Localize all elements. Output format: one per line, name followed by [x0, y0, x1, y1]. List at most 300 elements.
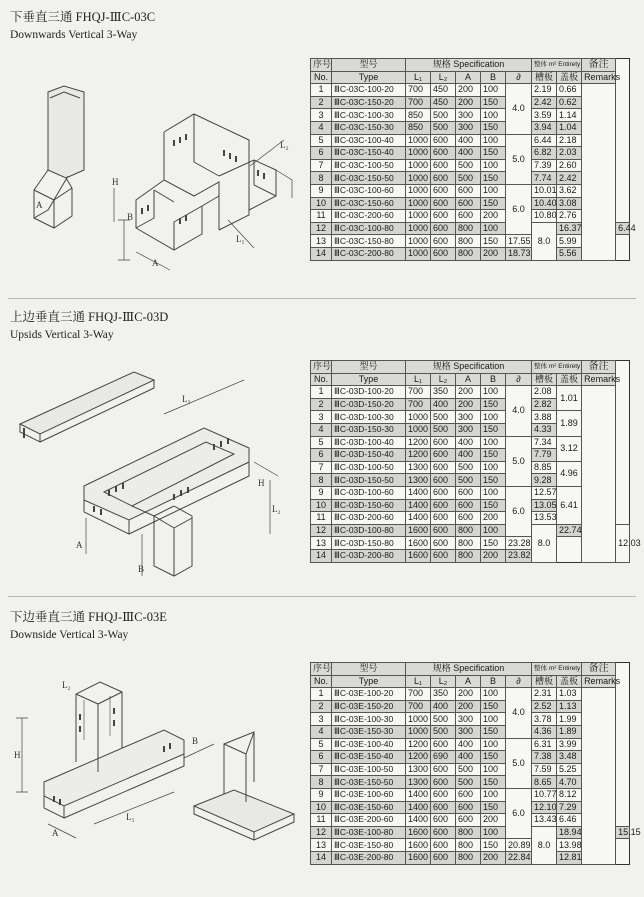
dim-label-h: H [112, 177, 119, 187]
cell-b: 150 [481, 96, 506, 109]
cell-model: ⅢC-03D-150-60 [332, 499, 406, 512]
cell-l2: 600 [431, 763, 456, 776]
cell-trough-area: 3.59 [532, 109, 557, 122]
cell-thickness: 4.0 [506, 688, 532, 738]
cell-l2: 600 [431, 449, 456, 462]
cell-cover-area: 7.29 [557, 801, 582, 814]
cell-b: 200 [481, 851, 506, 864]
cell-cover-area: 3.08 [557, 197, 582, 210]
cell-no: 9 [311, 184, 332, 197]
section-divider [8, 298, 636, 299]
dim-label-b: B [138, 564, 145, 574]
col-remarks-en: Remarks [582, 373, 616, 386]
cell-no: 5 [311, 436, 332, 449]
cell-model: ⅢC-03C-200-60 [332, 210, 406, 223]
col-cover: 盖板 [557, 675, 582, 688]
cell-l1: 1000 [406, 210, 431, 223]
cell-trough-area: 7.74 [532, 172, 557, 185]
cell-cover-area: 2.76 [557, 210, 582, 223]
cell-b: 100 [481, 222, 506, 235]
cell-thickness: 8.0 [532, 826, 557, 864]
cell-a: 400 [456, 134, 481, 147]
cell-l2: 600 [431, 436, 456, 449]
cell-l1: 1400 [406, 801, 431, 814]
cell-b: 100 [481, 461, 506, 474]
cell-a: 500 [456, 159, 481, 172]
cell-model: ⅢC-03E-150-20 [332, 700, 406, 713]
cell-no: 11 [311, 210, 332, 223]
cell-thickness: 5.0 [506, 436, 532, 486]
cell-a: 800 [456, 222, 481, 235]
cell-no: 9 [311, 486, 332, 499]
cell-no: 8 [311, 474, 332, 487]
cell-b: 200 [481, 549, 506, 562]
cell-l1: 700 [406, 398, 431, 411]
cell-no: 3 [311, 109, 332, 122]
cell-a: 500 [456, 776, 481, 789]
cell-b: 200 [481, 512, 506, 525]
cell-l1: 1600 [406, 524, 431, 537]
cell-a: 800 [456, 537, 481, 550]
dim-label-l2: L₂ [272, 504, 281, 514]
cell-a: 600 [456, 814, 481, 827]
cell-b: 100 [481, 486, 506, 499]
cell-a: 400 [456, 751, 481, 764]
cell-model: ⅢC-03E-100-50 [332, 763, 406, 776]
cell-no: 10 [311, 801, 332, 814]
cell-no: 11 [311, 512, 332, 525]
cell-a: 300 [456, 725, 481, 738]
cell-trough-area: 2.19 [532, 84, 557, 97]
cell-l2: 600 [431, 537, 456, 550]
cell-b: 100 [481, 763, 506, 776]
cell-no: 2 [311, 700, 332, 713]
cell-cover-area: 6.46 [557, 814, 582, 827]
cell-no: 6 [311, 449, 332, 462]
cell-l2: 600 [431, 147, 456, 160]
cell-l2: 600 [431, 776, 456, 789]
cell-model: ⅢC-03D-150-40 [332, 449, 406, 462]
cell-l1: 1400 [406, 499, 431, 512]
cell-trough-area: 23.82 [506, 549, 532, 562]
cell-b: 100 [481, 411, 506, 424]
cell-b: 150 [481, 172, 506, 185]
col-l2: L₂ [431, 373, 456, 386]
cell-l1: 1200 [406, 449, 431, 462]
cell-a: 400 [456, 147, 481, 160]
cell-trough-area: 3.88 [532, 411, 557, 424]
cell-cover-area: 3.99 [557, 738, 582, 751]
col-spec: 规格 Specification [406, 59, 532, 72]
cell-a: 800 [456, 851, 481, 864]
cell-a: 600 [456, 801, 481, 814]
cell-l2: 600 [431, 210, 456, 223]
cell-b: 100 [481, 386, 506, 399]
cell-a: 800 [456, 524, 481, 537]
spec-table [310, 662, 641, 865]
col-remarks-cn: 备注 [582, 361, 616, 374]
dim-label-l2: L₂ [62, 680, 71, 690]
cell-no: 7 [311, 159, 332, 172]
cell-model: ⅢC-03C-150-40 [332, 147, 406, 160]
cell-a: 600 [456, 184, 481, 197]
cell-model: ⅢC-03E-150-50 [332, 776, 406, 789]
cell-cover-area: 8.12 [557, 788, 582, 801]
cell-model: ⅢC-03C-100-30 [332, 109, 406, 122]
cell-thickness: 6.0 [506, 788, 532, 838]
cell-l2: 500 [431, 725, 456, 738]
cell-trough-area: 13.53 [532, 512, 557, 525]
dim-label-a: A [76, 540, 83, 550]
cell-b: 150 [481, 398, 506, 411]
cell-trough-area: 17.55 [506, 235, 532, 248]
cell-model: ⅢC-03E-200-80 [332, 851, 406, 864]
cell-no: 14 [311, 851, 332, 864]
cell-l2: 600 [431, 499, 456, 512]
cell-model: ⅢC-03E-150-60 [332, 801, 406, 814]
cell-no: 12 [311, 222, 332, 235]
table-row [311, 386, 630, 399]
cell-l1: 1000 [406, 423, 431, 436]
cell-a: 600 [456, 512, 481, 525]
cell-trough-area: 4.33 [532, 423, 557, 436]
cell-model: ⅢC-03E-150-40 [332, 751, 406, 764]
cell-cover-area: 6.41 [557, 486, 582, 524]
cell-b: 200 [481, 814, 506, 827]
cell-l2: 600 [431, 788, 456, 801]
cell-cover-area: 2.18 [557, 134, 582, 147]
section-title-cn: 下垂直三通 FHQJ-ⅢC-03C [10, 10, 156, 24]
col-b: B [481, 71, 506, 84]
table-row [311, 688, 630, 701]
cell-cover-area: 12.81 [557, 851, 582, 864]
cell-l1: 1000 [406, 147, 431, 160]
cell-a: 400 [456, 449, 481, 462]
cell-a: 200 [456, 688, 481, 701]
cell-cover-area: 12.03 [616, 524, 630, 562]
col-no-en: No. [311, 675, 332, 688]
cell-l1: 1600 [406, 826, 431, 839]
cell-a: 300 [456, 411, 481, 424]
spec-table-body [311, 688, 641, 864]
cell-l2: 600 [431, 814, 456, 827]
cell-l2: 450 [431, 96, 456, 109]
cell-model: ⅢC-03D-100-20 [332, 386, 406, 399]
cell-no: 12 [311, 524, 332, 537]
cell-l2: 600 [431, 461, 456, 474]
cell-b: 150 [481, 147, 506, 160]
cell-l2: 600 [431, 184, 456, 197]
cell-cover-area: 1.89 [557, 725, 582, 738]
cell-cover-area: 1.01 [557, 386, 582, 411]
dim-label-b: B [127, 212, 134, 222]
cell-l2: 600 [431, 839, 456, 852]
cell-no: 4 [311, 423, 332, 436]
cell-l2: 600 [431, 247, 456, 260]
cell-l2: 600 [431, 549, 456, 562]
cell-b: 100 [481, 788, 506, 801]
cell-thickness: 5.0 [506, 134, 532, 184]
dim-label-h: H [14, 750, 21, 760]
cell-b: 150 [481, 801, 506, 814]
cell-a: 800 [456, 549, 481, 562]
cell-a: 500 [456, 763, 481, 776]
cell-model: ⅢC-03D-100-60 [332, 486, 406, 499]
col-type-en: Type [332, 675, 406, 688]
cell-l2: 400 [431, 398, 456, 411]
cell-a: 200 [456, 84, 481, 97]
cell-thickness: 5.0 [506, 738, 532, 788]
cell-trough-area: 2.08 [532, 386, 557, 399]
cell-cover-area: 4.96 [557, 461, 582, 486]
cell-no: 8 [311, 172, 332, 185]
cell-b: 100 [481, 738, 506, 751]
cell-trough-area: 6.44 [532, 134, 557, 147]
cell-trough-area: 9.28 [532, 474, 557, 487]
cell-l1: 1400 [406, 486, 431, 499]
cell-a: 200 [456, 398, 481, 411]
cell-model: ⅢC-03C-150-80 [332, 235, 406, 248]
cell-b: 150 [481, 499, 506, 512]
cell-a: 300 [456, 109, 481, 122]
cell-cover-area: 13.98 [557, 839, 582, 852]
cell-l2: 600 [431, 172, 456, 185]
section-title-en: Downwards Vertical 3-Way [10, 29, 138, 41]
cell-l1: 1200 [406, 738, 431, 751]
cell-trough-area: 22.74 [557, 524, 582, 537]
col-type-cn: 型号 [332, 59, 406, 72]
cell-a: 300 [456, 121, 481, 134]
section-title-en: Downside Vertical 3-Way [10, 629, 129, 641]
cell-trough-area: 12.57 [532, 486, 557, 499]
cell-l1: 700 [406, 700, 431, 713]
cell-l2: 600 [431, 801, 456, 814]
cell-trough-area: 4.36 [532, 725, 557, 738]
cell-a: 800 [456, 235, 481, 248]
cell-no: 1 [311, 386, 332, 399]
cell-cover-area: 3.48 [557, 751, 582, 764]
dim-label-a: A [52, 828, 59, 838]
cell-model: ⅢC-03D-100-50 [332, 461, 406, 474]
col-remarks-en: Remarks [582, 675, 616, 688]
cell-l1: 1600 [406, 851, 431, 864]
cell-l2: 500 [431, 121, 456, 134]
cell-trough-area: 10.01 [532, 184, 557, 197]
col-delta: ∂ [506, 675, 532, 688]
cell-trough-area: 7.39 [532, 159, 557, 172]
section-divider [8, 596, 636, 597]
col-trough: 槽板 [532, 675, 557, 688]
cell-cover-area: 2.03 [557, 147, 582, 160]
col-entity: 整体 m² Entirety [532, 59, 582, 72]
dim-label-l2: L₂ [280, 140, 289, 150]
cell-l1: 1000 [406, 247, 431, 260]
drawing-upsids-vertical-3way [14, 366, 304, 576]
cell-a: 200 [456, 386, 481, 399]
col-l1: L₁ [406, 71, 431, 84]
spec-table [310, 58, 636, 261]
cell-trough-area: 8.65 [532, 776, 557, 789]
cell-l1: 1600 [406, 549, 431, 562]
cell-cover-area: 5.56 [557, 247, 582, 260]
cell-l2: 600 [431, 524, 456, 537]
col-delta: ∂ [506, 71, 532, 84]
cell-l1: 1300 [406, 474, 431, 487]
col-l1: L₁ [406, 373, 431, 386]
cell-b: 100 [481, 688, 506, 701]
section-03c [0, 0, 644, 300]
cell-l1: 1000 [406, 713, 431, 726]
cell-l1: 1300 [406, 776, 431, 789]
cell-a: 500 [456, 172, 481, 185]
cell-b: 150 [481, 725, 506, 738]
cell-trough-area: 2.42 [532, 96, 557, 109]
cell-no: 6 [311, 751, 332, 764]
cell-b: 100 [481, 184, 506, 197]
cell-l2: 600 [431, 486, 456, 499]
cell-no: 1 [311, 84, 332, 97]
col-no-cn: 序号 [311, 59, 332, 72]
cell-l2: 350 [431, 688, 456, 701]
cell-model: ⅢC-03E-150-80 [332, 839, 406, 852]
cell-l2: 600 [431, 512, 456, 525]
cell-a: 600 [456, 197, 481, 210]
cell-l2: 600 [431, 235, 456, 248]
cell-a: 500 [456, 474, 481, 487]
cell-l2: 600 [431, 738, 456, 751]
col-remarks-en: Remarks [582, 71, 616, 84]
cell-trough-area: 12.10 [532, 801, 557, 814]
cell-l1: 1000 [406, 159, 431, 172]
cell-cover-area: 2.42 [557, 172, 582, 185]
col-entity: 整体 m² Entirety [532, 663, 582, 676]
cell-b: 100 [481, 826, 506, 839]
cell-model: ⅢC-03C-150-50 [332, 172, 406, 185]
cell-no: 10 [311, 499, 332, 512]
dim-label-b: B [192, 736, 199, 746]
cell-model: ⅢC-03E-100-80 [332, 826, 406, 839]
cell-no: 13 [311, 537, 332, 550]
cell-no: 3 [311, 411, 332, 424]
col-no-en: No. [311, 373, 332, 386]
cell-l1: 850 [406, 121, 431, 134]
cell-cover-area: 1.04 [557, 121, 582, 134]
cell-trough-area: 6.31 [532, 738, 557, 751]
cell-trough-area: 16.37 [557, 222, 582, 235]
section-title-en: Upsids Vertical 3-Way [10, 329, 114, 341]
cell-l2: 450 [431, 84, 456, 97]
cell-a: 200 [456, 96, 481, 109]
cell-l2: 500 [431, 423, 456, 436]
cell-no: 4 [311, 121, 332, 134]
cell-l1: 700 [406, 386, 431, 399]
cell-model: ⅢC-03C-100-60 [332, 184, 406, 197]
cell-no: 9 [311, 788, 332, 801]
cell-b: 150 [481, 537, 506, 550]
cell-no: 14 [311, 247, 332, 260]
cell-b: 150 [481, 121, 506, 134]
col-spec: 规格 Specification [406, 663, 532, 676]
cell-a: 600 [456, 210, 481, 223]
cell-no: 1 [311, 688, 332, 701]
cell-b: 100 [481, 436, 506, 449]
cell-model: ⅢC-03D-150-20 [332, 398, 406, 411]
col-l2: L₂ [431, 71, 456, 84]
cell-no: 8 [311, 776, 332, 789]
cell-l1: 1000 [406, 235, 431, 248]
cell-model: ⅢC-03C-100-40 [332, 134, 406, 147]
spec-table-body [311, 386, 641, 562]
cell-model: ⅢC-03D-100-30 [332, 411, 406, 424]
cell-cover-area: 15.15 [616, 826, 630, 839]
cell-no: 13 [311, 839, 332, 852]
cell-trough-area: 10.77 [532, 788, 557, 801]
cell-a: 800 [456, 247, 481, 260]
col-no-cn: 序号 [311, 361, 332, 374]
cell-remarks [582, 84, 616, 260]
cell-l2: 400 [431, 700, 456, 713]
col-trough: 槽板 [532, 373, 557, 386]
cell-no: 5 [311, 134, 332, 147]
cell-l1: 1600 [406, 839, 431, 852]
cell-l1: 1200 [406, 436, 431, 449]
cell-l1: 700 [406, 96, 431, 109]
cell-a: 600 [456, 788, 481, 801]
cell-model: ⅢC-03E-100-20 [332, 688, 406, 701]
cell-trough-area: 20.89 [506, 839, 532, 852]
cell-cover-area: 2.60 [557, 159, 582, 172]
cell-l1: 1000 [406, 725, 431, 738]
cell-trough-area: 10.80 [532, 210, 557, 223]
cell-trough-area: 2.52 [532, 700, 557, 713]
cell-l1: 1400 [406, 814, 431, 827]
cell-cover-area: 1.99 [557, 713, 582, 726]
cell-b: 100 [481, 134, 506, 147]
dim-label-l1: L₁ [236, 234, 245, 244]
cell-trough-area: 3.94 [532, 121, 557, 134]
col-spec: 规格 Specification [406, 361, 532, 374]
cell-cover-area: 5.99 [557, 235, 582, 248]
cell-cover-area: 1.03 [557, 688, 582, 701]
cell-trough-area: 13.05 [532, 499, 557, 512]
col-delta: ∂ [506, 373, 532, 386]
cell-no: 3 [311, 713, 332, 726]
col-l1: L₁ [406, 675, 431, 688]
cell-model: ⅢC-03D-200-60 [332, 512, 406, 525]
cell-b: 150 [481, 839, 506, 852]
cell-b: 150 [481, 235, 506, 248]
cell-b: 100 [481, 84, 506, 97]
cell-l1: 700 [406, 688, 431, 701]
cell-b: 200 [481, 247, 506, 260]
cell-l2: 600 [431, 474, 456, 487]
cell-l2: 500 [431, 713, 456, 726]
cell-l2: 500 [431, 109, 456, 122]
section-title-cn: 上边垂直三通 FHQJ-ⅢC-03D [10, 310, 169, 324]
cell-l1: 1200 [406, 751, 431, 764]
cell-model: ⅢC-03C-200-80 [332, 247, 406, 260]
cell-model: ⅢC-03D-150-50 [332, 474, 406, 487]
cell-no: 6 [311, 147, 332, 160]
cell-b: 150 [481, 776, 506, 789]
cell-cover-area: 3.62 [557, 184, 582, 197]
cell-l2: 600 [431, 134, 456, 147]
cell-trough-area: 2.82 [532, 398, 557, 411]
cell-b: 150 [481, 474, 506, 487]
cell-a: 200 [456, 700, 481, 713]
cell-trough-area: 10.40 [532, 197, 557, 210]
dim-label-l1: L₁ [126, 812, 135, 822]
